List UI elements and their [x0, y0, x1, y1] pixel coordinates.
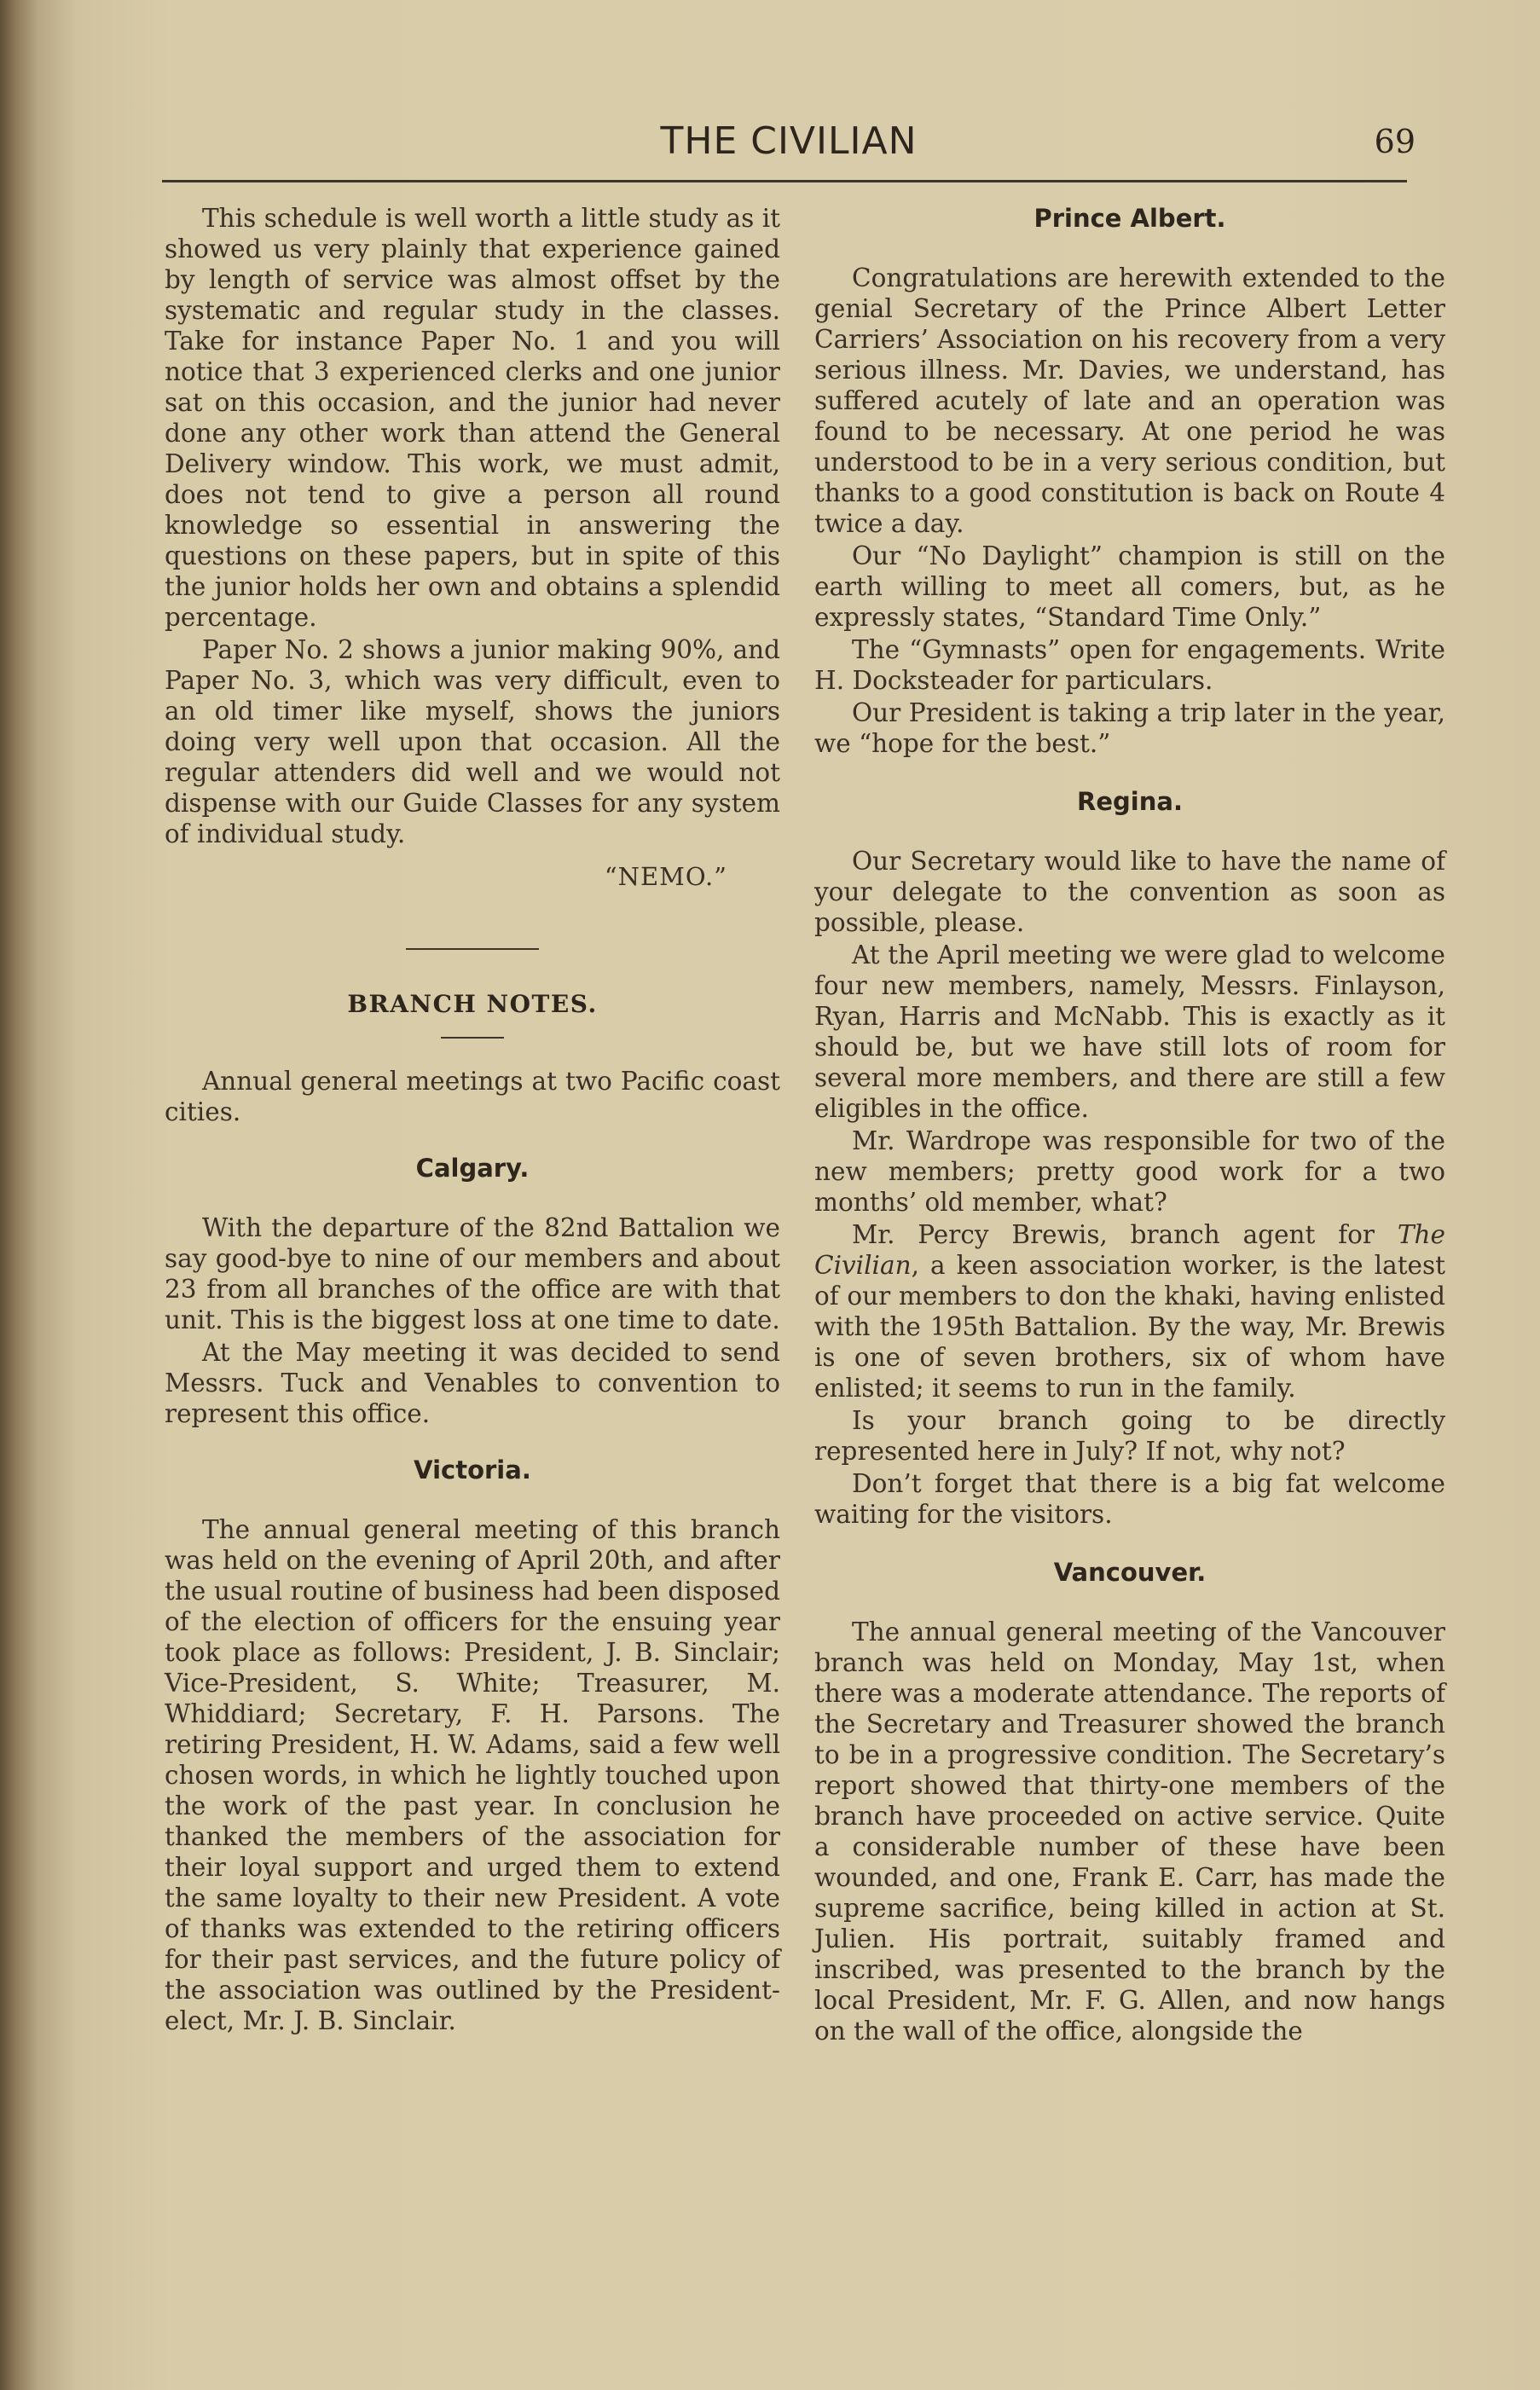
paragraph: Our President is taking a trip later in the year, we “hope for the best.”	[814, 698, 1445, 758]
paragraph: Don’t forget that there is a big fat welcome waiting for the visitors.	[814, 1469, 1445, 1529]
paragraph: Our “No Daylight” champion is still on the earth willing to meet all comers, but, as he expressly states, “Standard Time Only.”	[814, 541, 1445, 632]
paragraph: Paper No. 2 shows a junior making 90%, and Paper No. 3, which was very difficult, even to an old timer like myself, shows the juniors doing very well upon that occasion. All the regular attenders did well and we would not dispense with our Guide Classes for any system of individual study.	[165, 635, 780, 848]
text-run: Mr. Percy Brewis, branch agent for	[852, 1220, 1398, 1249]
paragraph: Mr. Wardrope was responsible for two of the new members; pretty good work for a two months’ old member, what?	[814, 1126, 1445, 1217]
text-run: , a keen association worker, is the latest of our members to don the khaki, having enlisted with the 195th Battalion. By the way, Mr. Brewis is one of seven brothers, six of whom have enlisted; it seems to run in the family.	[814, 1251, 1445, 1403]
paragraph: Our Secretary would like to have the name of your delegate to the convention as soon as possible, please.	[814, 847, 1445, 937]
page-number: 69	[1374, 123, 1416, 160]
paragraph: The annual general meeting of this branch was held on the evening of April 20th, and after the usual routine of business had been disposed of the election of officers for the ensuing year took place as follows: President, J. B. Sinclair; Vice-President, S. White; Treasurer, M. Whiddiard; Secretary, F. H. Parsons. The retiring President, H. W. Adams, said a few well chosen words, in which he lightly touched upon the work of the past year. In conclusion he thanked the members of the association for their loyal support and urged them to extend the same loyalty to their new President. A vote of thanks was extended to the retiring officers for their past services, and the future policy of the association was outlined by the President-elect, Mr. J. B. Sinclair.	[165, 1515, 780, 2035]
right-column	[814, 203, 1445, 2048]
paragraph: The annual general meeting of the Vancouver branch was held on Monday, May 1st, when there was a moderate attendance. The reports of the Secretary and Treasurer showed the branch to be in a progressive condition. The Secretary’s report showed that thirty-one members of the branch have proceeded on active service. Quite a considerable number of these have been wounded, and one, Frank E. Carr, has made the supreme sacrifice, being killed in action at St. Julien. His portrait, suitably framed and inscribed, was presented to the branch by the local President, Mr. F. G. Allen, and now hangs on the wall of the office, alongside the	[814, 1617, 1445, 2046]
header-rule	[162, 180, 1407, 182]
paragraph: With the departure of the 82nd Battalion we say good-bye to nine of our members and about 23 from all branches of the office are with that unit. This is the biggest loss at one time to date.	[165, 1213, 780, 1334]
running-title: THE CIVILIAN	[660, 119, 918, 163]
heading-divider	[441, 1037, 504, 1039]
subheading-victoria: Victoria.	[414, 1455, 531, 1484]
left-column	[165, 203, 780, 2038]
signature: “NEMO.”	[604, 862, 727, 891]
subheading-prince-albert: Prince Albert.	[1033, 204, 1226, 233]
paragraph: Congratulations are herewith extended to the genial Secretary of the Prince Albert Letter Carriers’ Association on his recovery from a very serious illness. Mr. Davies, we understand, has suffered acutely of late and an operation was found to be necessary. At one period he was understood to be in a very serious condition, but thanks to a good constitution is back on Route 4 twice a day.	[814, 263, 1445, 538]
page-header	[162, 118, 1416, 169]
subheading-regina: Regina.	[1077, 787, 1183, 816]
paragraph: Is your branch going to be directly represented here in July? If not, why not?	[814, 1406, 1445, 1466]
section-heading-branch-notes: BRANCH NOTES.	[347, 990, 598, 1018]
subheading-calgary: Calgary.	[415, 1154, 530, 1183]
paragraph: Annual general meetings at two Pacific coast cities.	[165, 1067, 780, 1126]
paragraph: At the May meeting it was decided to send Messrs. Tuck and Venables to convention to represent this office.	[165, 1338, 780, 1428]
section-divider	[406, 948, 539, 950]
paragraph: The “Gymnasts” open for engagements. Write H. Docksteader for particulars.	[814, 635, 1445, 695]
subheading-vancouver: Vancouver.	[1053, 1558, 1207, 1587]
paragraph: This schedule is well worth a little study as it showed us very plainly that experience gained by length of service was almost offset by the systematic and regular study in the classes. Take for instance Paper No. 1 and you will notice that 3 experienced clerks and one junior sat on this occasion, and the junior had never done any other work than attend the General Delivery window. This work, we must admit, does not tend to give a person all round knowledge so essential in answering the questions on these papers, but in spite of this the junior holds her own and obtains a splendid percentage.	[165, 204, 780, 632]
paragraph: At the April meeting we were glad to welcome four new members, namely, Messrs. Finlayson, Ryan, Harris and McNabb. This is exactly as it should be, but we have still lots of room for several more members, and there are still a few eligibles in the office.	[814, 940, 1445, 1123]
paragraph	[814, 1219, 1445, 1403]
publication-title: The Civilian	[814, 1220, 1445, 1280]
